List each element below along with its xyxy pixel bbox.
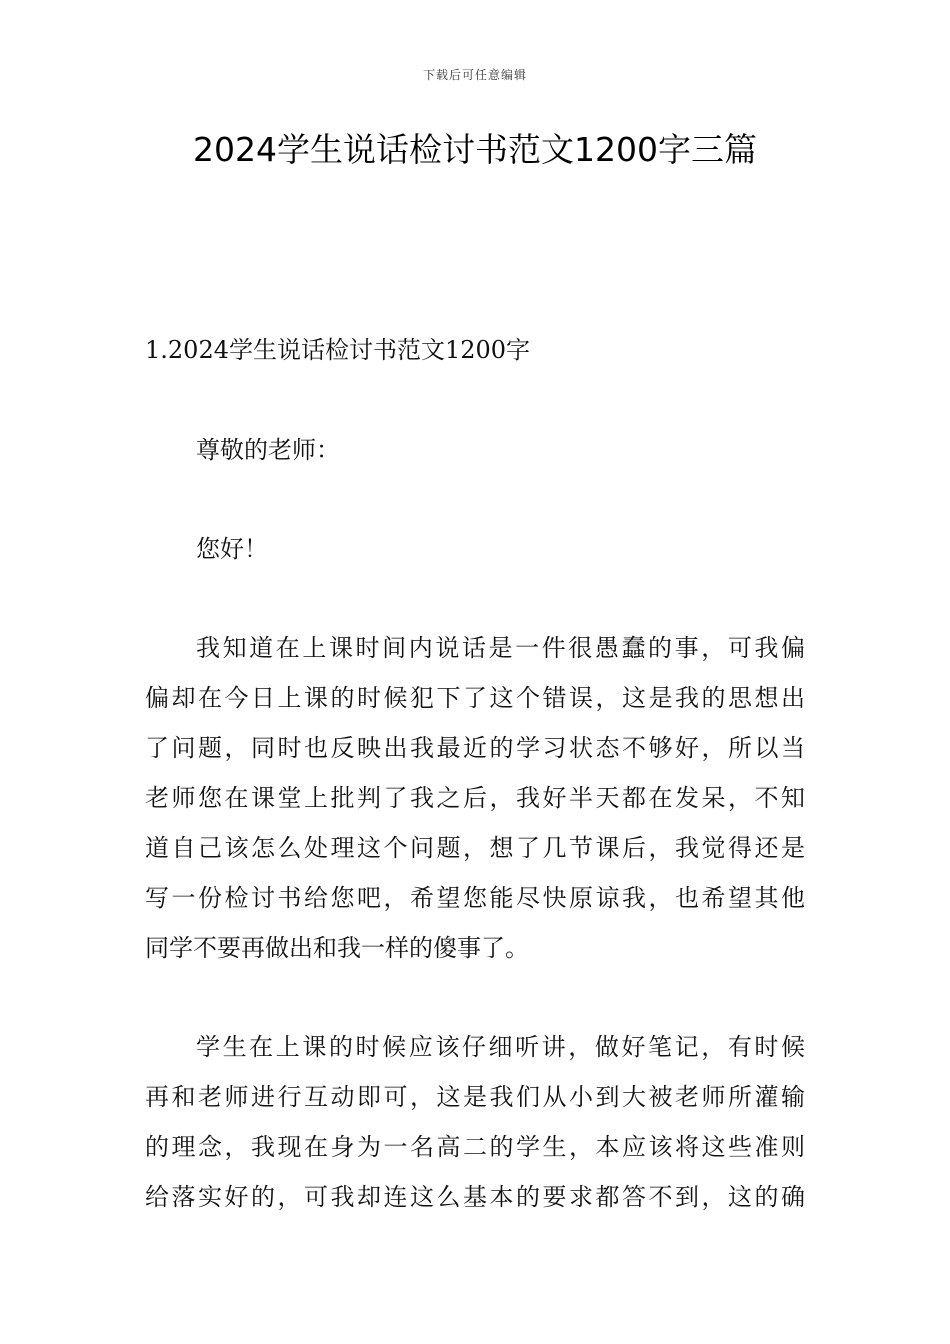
section-heading: 1.2024学生说话检讨书范文1200字 <box>145 336 531 364</box>
paragraph-line: 了问题，同时也反映出我最近的学习状态不够好，所以当 <box>145 734 805 762</box>
paragraph-line: 学生在上课的时候应该仔细听讲，做好笔记，有时候 <box>196 1033 805 1061</box>
paragraph-line: 偏却在今日上课的时候犯下了这个错误，这是我的思想出 <box>145 684 805 712</box>
paragraph-line: 写一份检讨书给您吧，希望您能尽快原谅我，也希望其他 <box>145 884 805 912</box>
paragraph-line: 道自己该怎么处理这个问题，想了几节课后，我觉得还是 <box>145 834 805 862</box>
greeting: 您好！ <box>196 535 268 563</box>
salutation: 尊敬的老师： <box>196 436 340 464</box>
body-paragraph-1 <box>145 623 805 973</box>
paragraph-line: 我知道在上课时间内说话是一件很愚蠢的事，可我偏 <box>196 634 805 662</box>
paragraph-line: 同学不要再做出和我一样的傻事了。 <box>145 934 529 962</box>
paragraph-line: 给落实好的，可我却连这么基本的要求都答不到，这的确 <box>145 1183 805 1211</box>
paragraph-line: 老师您在课堂上批判了我之后，我好半天都在发呆，不知 <box>145 784 805 812</box>
body-paragraph-2 <box>145 1022 805 1222</box>
paragraph-line: 再和老师进行互动即可，这是我们从小到大被老师所灌输 <box>145 1083 805 1111</box>
document-title: 2024学生说话检讨书范文1200字三篇 <box>193 130 757 169</box>
header-note: 下载后可任意编辑 <box>422 68 527 82</box>
paragraph-line: 的理念，我现在身为一名高二的学生，本应该将这些准则 <box>145 1133 805 1161</box>
